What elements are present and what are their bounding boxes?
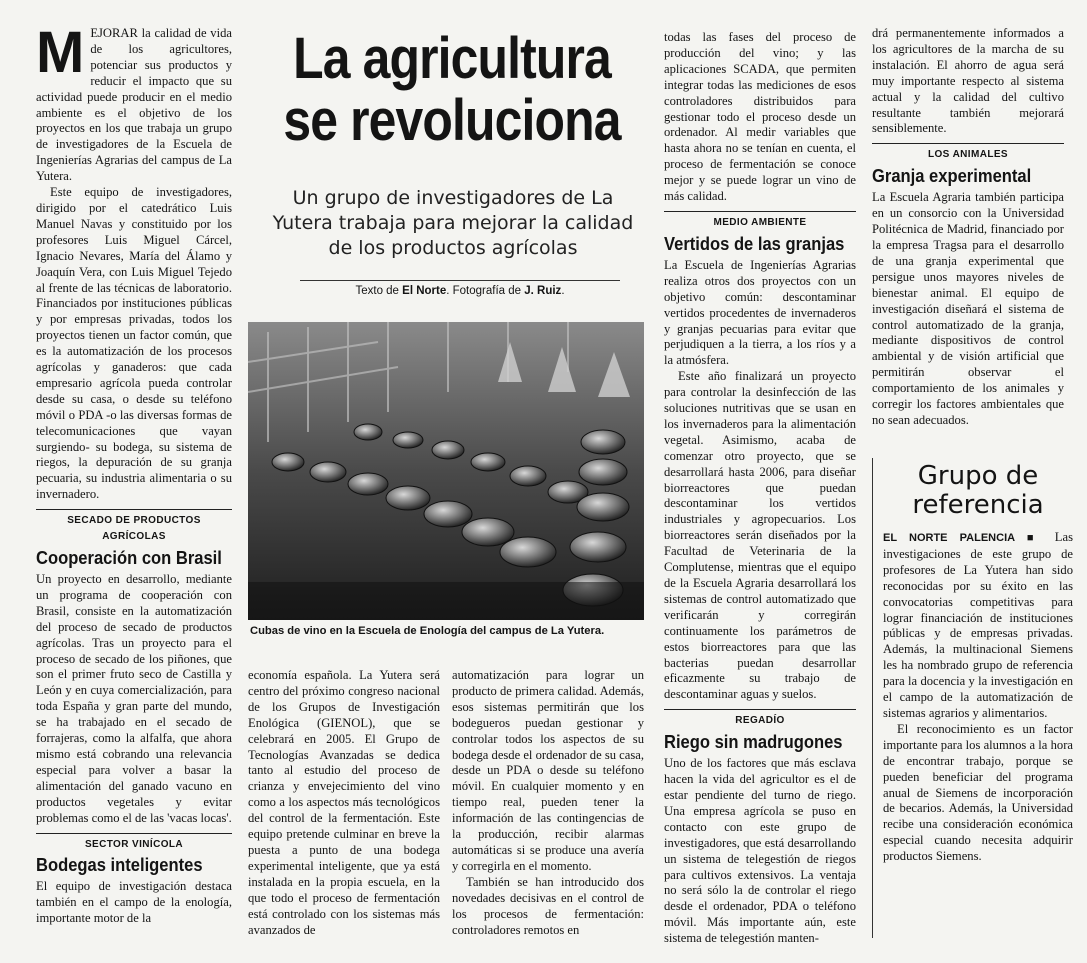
column-2	[248, 668, 440, 936]
intro-paragraph: MEJORAR la calidad de vida de los agricultores, potenciar sus productos y reducir el impacto que su actividad puede producir en el medio ambiente es el objetivo de los proyectos en los que trabaja un grupo de investigadores de la Escuela de Ingenierías Agrarias del campus de La Yutera.	[36, 20, 232, 184]
vinicola-cont-4: todas las fases del proceso de producción del vino; y las aplicaciones SCADA, que permiten integrar todas las mediciones de esos controladores distribuidos para gestionar todo el proceso desde un ordenador. Al medir variables que hasta ahora no se tenían en cuenta, el proceso de fermentación se conoce mejor y se puede lograr un vino de más calidad.	[664, 30, 856, 204]
vinicola-cont-1: economía española. La Yutera será centro del próximo congreso nacional de los Grupos de Investigación Enológica (GIENOL), que se celebrará en 2005. El Grupo de Tecnologías Avanzadas se dedica tanto al estudio del proceso de crianza y envejecimiento del vino como a los aspectos más tecnológicos del control de la fermentación. Este equipo pretende culminar en breve la puesta a punto de una bodega experimental inteligente, que ya está instalada en la propia escuela, en la que todo el proceso de fermentación está controlado con los sistemas más avanzados de	[248, 668, 440, 937]
vinicola-text: El equipo de investigación destaca también en el campo de la enología, importante motor de la	[36, 879, 232, 926]
section-label-animales: LOS ANIMALES	[872, 143, 1064, 163]
sidebar-text-2: El reconocimiento es un factor importante para los alumnos a la hora de encontrar trabajo, porque se pueden beneficiar del programa anual de Siemens de incorporación de becarios. Además, la Universidad recibe una consideración económica especial cuando necesita adquirir productos Siemens.	[883, 721, 1073, 864]
vinicola-cont-2: automatización para lograr un producto de primera calidad. Además, esos sistemas permitirán que los bodegueros puedan gestionar y controlar todos los aspectos de su bodega desde el ordenador de su casa, desde un PDA o desde su teléfono móvil. En cualquier momento y en tiempo real, pueden tener la información de las contingencias de la producción, recibir alarmas automáticas si se produce una avería y corregirla en el momento.	[452, 668, 644, 873]
medio-ambiente-text: La Escuela de Ingenierías Agrarias realiza otros dos proyectos con un objetivo común: descontaminar vertidos procedentes de invernaderos y granjas pecuarias para evitar que perjudiquen a la tierra, a los ríos y a la atmósfera.	[664, 257, 856, 368]
section-label-secado: SECADO DE PRODUCTOS AGRÍCOLAS	[36, 509, 232, 545]
deck: Un grupo de investigadores de La Yutera trabaja para mejorar la calidad de los productos agrícolas	[272, 187, 634, 259]
subhead-bodegas: Bodegas inteligentes	[36, 855, 203, 876]
section-label-vinicola: SECTOR VINÍCOLA	[36, 833, 232, 853]
column-1	[36, 20, 232, 936]
animales-text: La Escuela Agraria también participa en un consorcio con la Universidad Politécnica de Madrid, financiado por la empresa Tragsa para el desarrollo de una granja experimental que persigue unos mayores niveles de bienestar animal. El equipo de investigación diseñará el sistema de control automatizado de la granja, mediante dispositivos de control ambiental y de visión artificial que permitirán observar el comportamiento de los animales y corregir los factores ambientales que no sean adecuados.	[872, 190, 1064, 427]
wine-tanks-illustration	[248, 322, 644, 620]
section-label-regadio: REGADÍO	[664, 709, 856, 729]
column-4	[664, 30, 856, 946]
sidebar-content	[883, 458, 1073, 938]
sidebar-text: EL NORTE PALENCIA ■ Las investigaciones de este grupo de profesores de La Yutera han sido reconocidas por su éxito en las convocatorias competitivas para lograr financiación de instituciones públicas y de empresas privadas. Además, la multinacional Siemens les ha nombrado grupo de referencia para la docencia y la investigación en el campo de la automatización de sistemas agrarios y alimentarios.	[883, 530, 1073, 720]
regadio-text: Uno de los factores que más esclava hacen la vida del agricultor es el de estar pendiente del turno de riego. Una empresa agrícola se puso en contacto con este grupo de investigadores, que está desarrollando un sistema de telegestión de riegos para cultivos extensivos. La ventaja no será sólo la de controlar el riego desde el ordenador, PDA o teléfono móvil. Más importante aún, este sistema de telegestión manten-	[664, 756, 856, 946]
sidebar-title: Grupo de referencia	[912, 461, 1044, 520]
subhead-cooperacion: Cooperación con Brasil	[36, 548, 222, 568]
vinicola-cont-3: También se han introducido dos novedades decisivas en el control de los procesos de fermentación: controladores remotos en	[452, 874, 644, 937]
photo-caption: Cubas de vino en la Escuela de Enología del campus de La Yutera.	[250, 625, 605, 637]
credit-line: Texto de El Norte. Fotografía de J. Ruiz.	[300, 280, 620, 297]
secado-text: Un proyecto en desarrollo, mediante un programa de cooperación con Brasil, consiste en la automatización del proceso de secado de productos agrícolas. Tras un proyecto para el proceso de secado de los piñones, que son el primer fruto seco de Castilla y León y en cuya comercialización, para toda España y gran parte del mundo, se ha trabajado en el secado de forrajeras, como la alfalfa, que ahora mismo está cobrando una relevancia especial para volver a basar la alimentación del ganado vacuno en productos vegetales y evitar problemas como el de las 'vacas locas'.	[36, 572, 232, 825]
sidebar-kicker: EL NORTE PALENCIA ■	[883, 532, 1043, 544]
dropcap: M	[36, 20, 85, 85]
sidebar-grupo-referencia	[872, 458, 1073, 938]
photo-wine-tanks	[248, 322, 644, 620]
subhead-riego: Riego sin madrugones	[664, 732, 843, 753]
headline: La agricultura se revoluciona	[283, 26, 621, 153]
medio-ambiente-text-2: Este año finalizará un proyecto para controlar la desinfección de las soluciones nutritivas que se usan en los invernaderos para la alimentación vegetal. Asimismo, acaba de comenzar otro proyecto, que se desarrollará hasta 2006, para diseñar biorreactores que puedan descontaminar los vertidos industriales y agropecuarios. Los biorreactores serán diseñados por la Facultad de Veterinaria de la Complutense, mientras que el equipo de la Escuela Agraria desarrollará los sistemas de control automatizado que verificarán y corregirán continuamente los parámetros de estos biorreactores para que las bacterias puedan desarrollar eficazmente su trabajo de descontaminar aguas y suelos.	[664, 369, 856, 702]
column-3	[452, 668, 644, 936]
column-5	[872, 26, 1064, 456]
intro-paragraph-2: Este equipo de investigadores, dirigido por el catedrático Luis Manuel Navas y constituido por los profesores Luis Miguel Cárcel, Ignacio Nevares, María del Álamo y Joaquín Vera, con Luis Miguel Tejedo al frente de las técnicas de laboratorio. Financiados por instituciones públicas y por empresas privadas, todos los proyectos tienen un factor común, que es la automatización de los procesos agrícolas y ganaderos: que cada empresario agrícola pueda controlar desde su casa, o desde su teléfono móvil o PDA -o las diversas formas de telecomunicaciones que vayan surgiendo- su bodega, su sistema de riegos, la depuración de su granja pecuaria, su industria alimentaria o su invernadero.	[36, 185, 232, 502]
regadio-cont: drá permanentemente informados a los agricultores de la marcha de su instalación. El ahorro de agua será muy importante respecto al sistema actual y la calidad del cultivo resultante también mejorará sensiblemente.	[872, 26, 1064, 136]
subhead-vertidos: Vertidos de las granjas	[664, 233, 845, 254]
section-label-medio-ambiente: MEDIO AMBIENTE	[664, 211, 856, 231]
subhead-granja: Granja experimental	[872, 166, 1032, 187]
